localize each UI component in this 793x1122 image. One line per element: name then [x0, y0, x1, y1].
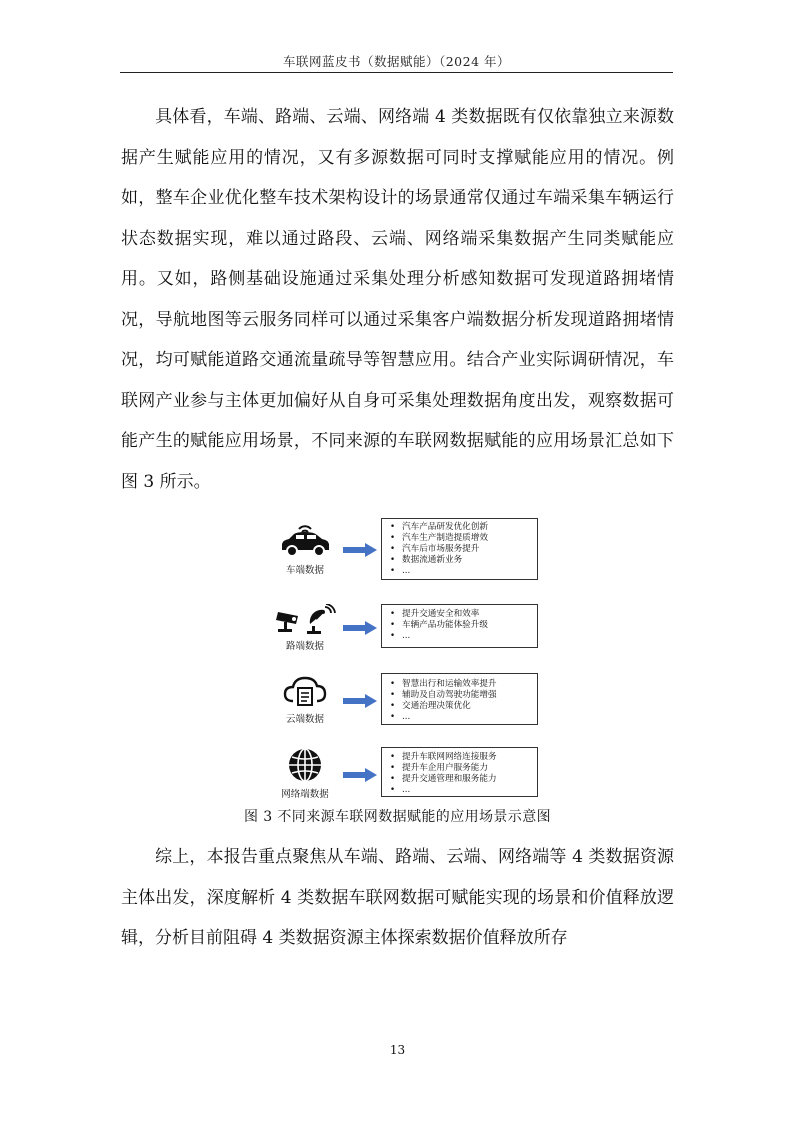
scenario-item: • 交通治理决策优化	[402, 701, 531, 712]
scenario-item: • ...	[402, 631, 531, 642]
scenario-box	[381, 673, 538, 725]
paragraph-1-text: 具体看，车端、路端、云端、网络端 4 类数据既有仅依靠独立来源数据产生赋能应用的情况，又有多源数据可同时支撑赋能应用的情况。例如，整车企业优化整车技术架构设计的场景通常仅通过车端采集车辆运行状态数据实现，难以通过路段、云端、网络端采集数据产生同类赋能应用。又如，路侧基础设施通过采集处理分析感知数据可发现道路拥堵情况，导航地图等云服务同样可以通过采集客户端数据分析发现道路拥堵情况，均可赋能道路交通流量疏导等智慧应用。结合产业实际调研情况，车联网产业参与主体更加偏好从自身可采集处理数据角度出发，观察数据可能产生的赋能应用场景，不同来源的车联网数据赋能的应用场景汇总如下图 3 所示。	[121, 107, 674, 492]
arrow-icon	[343, 621, 377, 635]
arrow-icon	[343, 768, 377, 782]
header-rule	[120, 72, 673, 73]
arrow-icon	[343, 694, 377, 708]
scenario-box	[381, 747, 538, 797]
source-label: 路端数据	[285, 641, 324, 652]
scenario-item: • 提升车企用户服务能力	[402, 763, 531, 774]
source-road	[260, 604, 350, 652]
scenario-box	[381, 518, 538, 580]
source-vehicle	[260, 520, 350, 576]
cloud-icon	[283, 673, 327, 709]
scenario-item: • 数据流通新业务	[402, 555, 531, 566]
scenario-item: • 智慧出行和运输效率提升	[402, 679, 531, 690]
arrow-icon	[343, 543, 377, 557]
car-icon	[277, 520, 333, 560]
source-label: 云端数据	[285, 714, 324, 725]
scenario-item: • 辅助及自动驾驶功能增强	[402, 690, 531, 701]
scenario-item: • 车辆产品功能体验升级	[402, 620, 531, 631]
scenario-item: • ...	[402, 566, 531, 577]
scenario-item: • 提升交通管理和服务能力	[402, 774, 531, 785]
body-paragraph-2	[121, 837, 674, 959]
scenario-item: • ...	[402, 712, 531, 723]
scenario-item: • ...	[402, 785, 531, 796]
scenario-item: • 汽车生产制造提质增效	[402, 533, 531, 544]
source-label: 网络端数据	[281, 789, 329, 800]
page-number: 13	[389, 1043, 406, 1057]
source-cloud	[260, 673, 350, 725]
camera-satellite-icon	[274, 604, 336, 636]
paragraph-2-text: 综上，本报告重点聚焦从车端、路端、云端、网络端等 4 类数据资源主体出发，深度解析 4 类数据车联网数据可赋能实现的场景和价值释放逻辑，分析目前阻碍 4 类数据资源主体探索数据价值释放所存	[121, 847, 674, 948]
globe-icon	[286, 746, 324, 784]
source-network	[260, 746, 350, 800]
running-header: 车联网蓝皮书（数据赋能）（2024 年）	[282, 54, 511, 69]
scenario-item: • 提升车联网网络连接服务	[402, 752, 531, 763]
scenario-item: • 提升交通安全和效率	[402, 609, 531, 620]
scenario-item: • 汽车后市场服务提升	[402, 544, 531, 555]
scenario-box	[381, 604, 538, 648]
source-label: 车端数据	[285, 565, 324, 576]
body-paragraph-1	[121, 97, 674, 502]
scenario-item: • 汽车产品研发优化创新	[402, 522, 531, 533]
figure-caption: 图 3 不同来源车联网数据赋能的应用场景示意图	[243, 809, 551, 825]
